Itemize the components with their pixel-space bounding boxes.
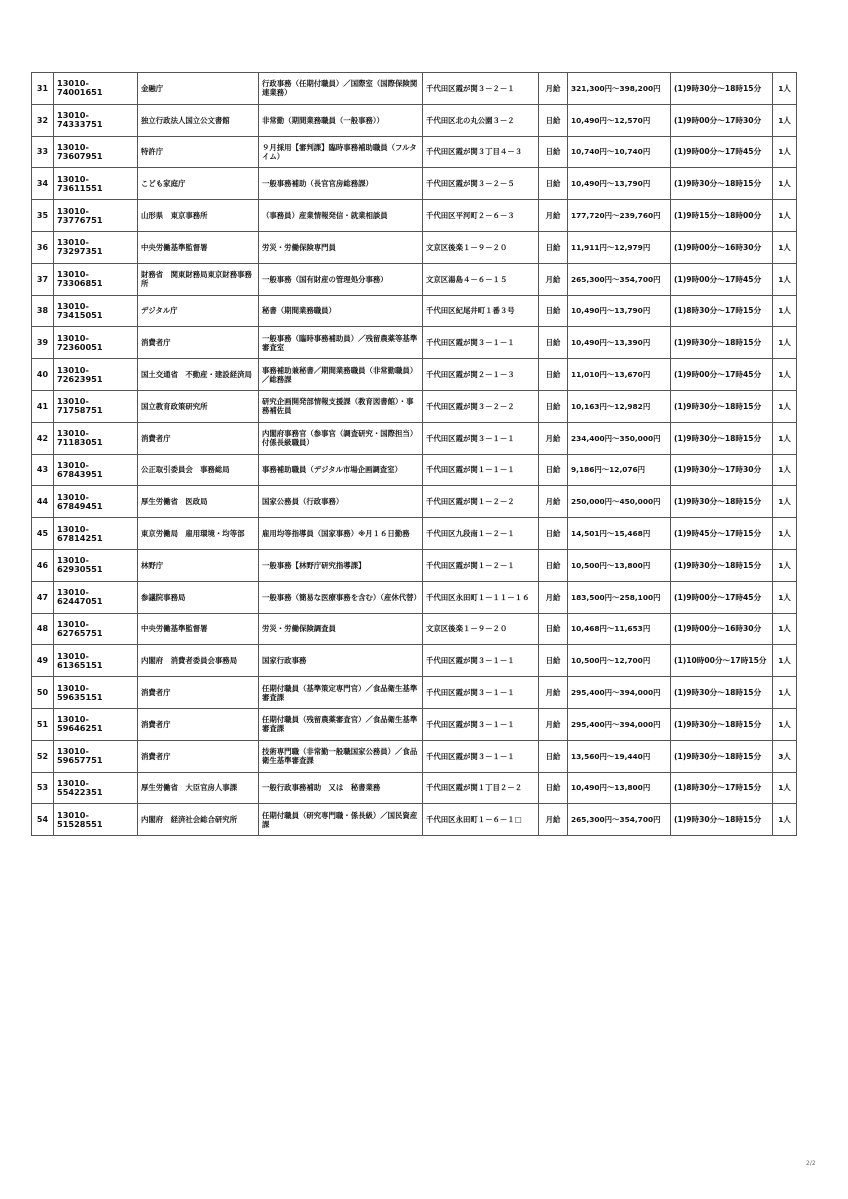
working-hours: (1)9時00分～17時45分 — [671, 581, 773, 613]
table-row — [32, 200, 797, 232]
pay-range: 10,740円～10,740円 — [568, 136, 671, 168]
working-hours: (1)9時30分～18時15分 — [671, 390, 773, 422]
agency-name: 消費者庁 — [138, 327, 259, 359]
agency-name: 消費者庁 — [138, 422, 259, 454]
job-title: 雇用均等指導員（国家事務）※月１６日勤務 — [259, 518, 423, 550]
job-code: 13010-62765751 — [54, 613, 138, 645]
pay-type: 月給 — [539, 73, 568, 105]
pay-type: 月給 — [539, 422, 568, 454]
table-row — [32, 613, 797, 645]
job-title: 国家公務員（行政事務） — [259, 486, 423, 518]
work-location: 千代田区九段南１－２－１ — [423, 518, 539, 550]
job-title: 労災・労働保険調査員 — [259, 613, 423, 645]
agency-name: 消費者庁 — [138, 740, 259, 772]
job-code: 13010-73415051 — [54, 295, 138, 327]
pay-type: 月給 — [539, 677, 568, 709]
pay-range: 13,560円～19,440円 — [568, 740, 671, 772]
job-title: 一般事務（臨時事務補助員）／残留農薬等基準審査室 — [259, 327, 423, 359]
pay-type: 日給 — [539, 454, 568, 486]
pay-type: 日給 — [539, 136, 568, 168]
headcount: 1人 — [773, 263, 797, 295]
working-hours: (1)8時30分～17時15分 — [671, 295, 773, 327]
work-location: 千代田区永田町１－１１－１６ — [423, 581, 539, 613]
job-code: 13010-67849451 — [54, 486, 138, 518]
work-location: 千代田区霞が関３－２－１ — [423, 73, 539, 105]
job-title: 一般事務【林野庁研究指導課】 — [259, 549, 423, 581]
row-number: 37 — [32, 263, 54, 295]
job-title: 任期付職員（残留農薬審査官）／食品衛生基準審査課 — [259, 708, 423, 740]
job-code: 13010-61365151 — [54, 645, 138, 677]
job-title: 行政事務（任期付職員）／国際室（国際保険関連業務） — [259, 73, 423, 105]
agency-name: 国立教育政策研究所 — [138, 390, 259, 422]
table-row — [32, 804, 797, 836]
headcount: 1人 — [773, 359, 797, 391]
job-title: 事務補助兼秘書／期間業務職員（非常勤職員）／総務課 — [259, 359, 423, 391]
work-location: 千代田区霞が関３丁目４－３ — [423, 136, 539, 168]
headcount: 1人 — [773, 295, 797, 327]
pay-range: 265,300円～354,700円 — [568, 263, 671, 295]
work-location: 千代田区霞が関１－２－２ — [423, 486, 539, 518]
job-title: 秘書（期間業務職員） — [259, 295, 423, 327]
row-number: 46 — [32, 549, 54, 581]
table-row — [32, 740, 797, 772]
agency-name: 国土交通省 不動産・建設経済局 — [138, 359, 259, 391]
work-location: 千代田区霞が関３－２－２ — [423, 390, 539, 422]
headcount: 1人 — [773, 518, 797, 550]
pay-range: 10,500円～13,800円 — [568, 549, 671, 581]
job-code: 13010-73297351 — [54, 231, 138, 263]
table-row — [32, 422, 797, 454]
work-location: 千代田区霞が関３－１－１ — [423, 677, 539, 709]
agency-name: 金融庁 — [138, 73, 259, 105]
work-location: 文京区後楽１－９－２０ — [423, 231, 539, 263]
headcount: 1人 — [773, 104, 797, 136]
headcount: 1人 — [773, 549, 797, 581]
row-number: 49 — [32, 645, 54, 677]
agency-name: 東京労働局 雇用環境・均等部 — [138, 518, 259, 550]
pay-range: 234,400円～350,000円 — [568, 422, 671, 454]
work-location: 千代田区霞が関３－１－１ — [423, 740, 539, 772]
pay-range: 9,186円～12,076円 — [568, 454, 671, 486]
work-location: 千代田区霞が関２－１－３ — [423, 359, 539, 391]
table-row — [32, 359, 797, 391]
pay-type: 月給 — [539, 200, 568, 232]
pay-type: 日給 — [539, 104, 568, 136]
row-number: 40 — [32, 359, 54, 391]
job-code: 13010-59657751 — [54, 740, 138, 772]
pay-type: 日給 — [539, 772, 568, 804]
work-location: 千代田区霞が関３－１－１ — [423, 327, 539, 359]
headcount: 1人 — [773, 200, 797, 232]
job-title: 任期付職員（基準策定専門官）／食品衛生基準審査課 — [259, 677, 423, 709]
agency-name: 内閣府 消費者委員会事務局 — [138, 645, 259, 677]
agency-name: 中央労働基準監督署 — [138, 231, 259, 263]
work-location: 千代田区霞が関３－２－５ — [423, 168, 539, 200]
pay-range: 10,490円～13,800円 — [568, 772, 671, 804]
working-hours: (1)9時00分～17時45分 — [671, 359, 773, 391]
table-row — [32, 581, 797, 613]
pay-type: 日給 — [539, 518, 568, 550]
table-row — [32, 168, 797, 200]
pay-range: 11,911円～12,979円 — [568, 231, 671, 263]
job-title: （事務員）産業情報発信・就業相談員 — [259, 200, 423, 232]
job-code: 13010-55422351 — [54, 772, 138, 804]
agency-name: 厚生労働省 医政局 — [138, 486, 259, 518]
pay-range: 295,400円～394,000円 — [568, 677, 671, 709]
pay-type: 日給 — [539, 168, 568, 200]
working-hours: (1)9時30分～18時15分 — [671, 73, 773, 105]
pay-range: 10,500円～12,700円 — [568, 645, 671, 677]
row-number: 39 — [32, 327, 54, 359]
work-location: 千代田区北の丸公園３－２ — [423, 104, 539, 136]
job-code: 13010-73306851 — [54, 263, 138, 295]
pay-range: 10,490円～13,790円 — [568, 168, 671, 200]
job-title: 国家行政事務 — [259, 645, 423, 677]
pay-type: 月給 — [539, 708, 568, 740]
job-code: 13010-71758751 — [54, 390, 138, 422]
row-number: 38 — [32, 295, 54, 327]
row-number: 47 — [32, 581, 54, 613]
work-location: 千代田区霞が関３－１－１ — [423, 422, 539, 454]
row-number: 43 — [32, 454, 54, 486]
row-number: 51 — [32, 708, 54, 740]
pay-type: 月給 — [539, 263, 568, 295]
working-hours: (1)9時30分～18時15分 — [671, 486, 773, 518]
headcount: 1人 — [773, 677, 797, 709]
agency-name: 消費者庁 — [138, 708, 259, 740]
row-number: 34 — [32, 168, 54, 200]
work-location: 千代田区紀尾井町１番３号 — [423, 295, 539, 327]
headcount: 3人 — [773, 740, 797, 772]
row-number: 32 — [32, 104, 54, 136]
work-location: 千代田区霞が関１－２－１ — [423, 549, 539, 581]
table-row — [32, 136, 797, 168]
pay-type: 日給 — [539, 645, 568, 677]
job-code: 13010-67814251 — [54, 518, 138, 550]
working-hours: (1)9時30分～18時15分 — [671, 677, 773, 709]
row-number: 45 — [32, 518, 54, 550]
agency-name: 独立行政法人国立公文書館 — [138, 104, 259, 136]
table-row — [32, 708, 797, 740]
working-hours: (1)9時30分～18時15分 — [671, 327, 773, 359]
job-code: 13010-59635151 — [54, 677, 138, 709]
job-title: 労災・労働保険専門員 — [259, 231, 423, 263]
work-location: 千代田区霞が関３－１－１ — [423, 645, 539, 677]
headcount: 1人 — [773, 581, 797, 613]
job-code: 13010-74333751 — [54, 104, 138, 136]
working-hours: (1)8時30分～17時15分 — [671, 772, 773, 804]
pay-type: 日給 — [539, 390, 568, 422]
work-location: 文京区湯島４－６－１５ — [423, 263, 539, 295]
working-hours: (1)9時00分～16時30分 — [671, 231, 773, 263]
job-code: 13010-73611551 — [54, 168, 138, 200]
pay-range: 265,300円～354,700円 — [568, 804, 671, 836]
pay-range: 177,720円～239,760円 — [568, 200, 671, 232]
job-code: 13010-73607951 — [54, 136, 138, 168]
working-hours: (1)9時30分～18時15分 — [671, 740, 773, 772]
job-code: 13010-73776751 — [54, 200, 138, 232]
job-code: 13010-62447051 — [54, 581, 138, 613]
pay-range: 183,500円～258,100円 — [568, 581, 671, 613]
row-number: 42 — [32, 422, 54, 454]
pay-range: 11,010円～13,670円 — [568, 359, 671, 391]
working-hours: (1)9時30分～18時15分 — [671, 804, 773, 836]
pay-type: 日給 — [539, 231, 568, 263]
agency-name: 財務省 関東財務局東京財務事務所 — [138, 263, 259, 295]
working-hours: (1)9時30分～18時15分 — [671, 422, 773, 454]
working-hours: (1)9時00分～17時45分 — [671, 136, 773, 168]
headcount: 1人 — [773, 422, 797, 454]
table-row — [32, 295, 797, 327]
agency-name: 林野庁 — [138, 549, 259, 581]
job-code: 13010-67843951 — [54, 454, 138, 486]
row-number: 33 — [32, 136, 54, 168]
agency-name: 消費者庁 — [138, 677, 259, 709]
page-number: 2/2 — [806, 1160, 816, 1167]
headcount: 1人 — [773, 73, 797, 105]
job-title: 非常勤（期間業務職員（一般事務）） — [259, 104, 423, 136]
headcount: 1人 — [773, 804, 797, 836]
row-number: 44 — [32, 486, 54, 518]
headcount: 1人 — [773, 136, 797, 168]
table-row — [32, 549, 797, 581]
agency-name: こども家庭庁 — [138, 168, 259, 200]
working-hours: (1)9時00分～16時30分 — [671, 613, 773, 645]
headcount: 1人 — [773, 645, 797, 677]
row-number: 53 — [32, 772, 54, 804]
row-number: 50 — [32, 677, 54, 709]
job-title: 任期付職員（研究専門職・係長級）／国民資産課 — [259, 804, 423, 836]
job-title: 研究企画開発部情報支援課（教育図書館）・事務補佐員 — [259, 390, 423, 422]
pay-type: 日給 — [539, 549, 568, 581]
job-title: ９月採用【審判課】臨時事務補助職員（フルタイム） — [259, 136, 423, 168]
headcount: 1人 — [773, 327, 797, 359]
pay-range: 10,490円～13,390円 — [568, 327, 671, 359]
job-title: 一般事務（簡易な医療事務を含む）（産休代替） — [259, 581, 423, 613]
pay-type: 日給 — [539, 740, 568, 772]
table-row — [32, 486, 797, 518]
job-title: 一般事務（国有財産の管理処分事務） — [259, 263, 423, 295]
headcount: 1人 — [773, 708, 797, 740]
table-row — [32, 454, 797, 486]
headcount: 1人 — [773, 772, 797, 804]
pay-type: 月給 — [539, 581, 568, 613]
working-hours: (1)9時30分～18時15分 — [671, 708, 773, 740]
row-number: 31 — [32, 73, 54, 105]
table-row — [32, 263, 797, 295]
table-row — [32, 231, 797, 263]
table-row — [32, 772, 797, 804]
headcount: 1人 — [773, 454, 797, 486]
pay-range: 14,501円～15,468円 — [568, 518, 671, 550]
work-location: 文京区後楽１－９－２０ — [423, 613, 539, 645]
headcount: 1人 — [773, 390, 797, 422]
row-number: 36 — [32, 231, 54, 263]
table-row — [32, 645, 797, 677]
working-hours: (1)9時45分～17時15分 — [671, 518, 773, 550]
agency-name: 参議院事務局 — [138, 581, 259, 613]
working-hours: (1)9時30分～18時15分 — [671, 549, 773, 581]
table-row — [32, 73, 797, 105]
job-code: 13010-74001651 — [54, 73, 138, 105]
job-code: 13010-51528551 — [54, 804, 138, 836]
job-code: 13010-72623951 — [54, 359, 138, 391]
row-number: 35 — [32, 200, 54, 232]
job-code: 13010-59646251 — [54, 708, 138, 740]
headcount: 1人 — [773, 486, 797, 518]
agency-name: 公正取引委員会 事務総局 — [138, 454, 259, 486]
row-number: 52 — [32, 740, 54, 772]
working-hours: (1)9時30分～18時15分 — [671, 168, 773, 200]
table-row — [32, 677, 797, 709]
working-hours: (1)9時00分～17時45分 — [671, 263, 773, 295]
pay-range: 295,400円～394,000円 — [568, 708, 671, 740]
headcount: 1人 — [773, 168, 797, 200]
table-body — [32, 73, 797, 836]
job-code: 13010-62930551 — [54, 549, 138, 581]
pay-type: 日給 — [539, 613, 568, 645]
agency-name: デジタル庁 — [138, 295, 259, 327]
working-hours: (1)9時00分～17時30分 — [671, 104, 773, 136]
work-location: 千代田区永田町１－６－１□ — [423, 804, 539, 836]
table-row — [32, 390, 797, 422]
pay-type: 月給 — [539, 804, 568, 836]
working-hours: (1)9時15分～18時00分 — [671, 200, 773, 232]
job-title: 内閣府事務官（参事官（調査研究・国際担当）付係長級職員） — [259, 422, 423, 454]
working-hours: (1)9時30分～17時30分 — [671, 454, 773, 486]
agency-name: 特許庁 — [138, 136, 259, 168]
work-location: 千代田区霞が関３－１－１ — [423, 708, 539, 740]
headcount: 1人 — [773, 613, 797, 645]
pay-type: 月給 — [539, 486, 568, 518]
agency-name: 山形県 東京事務所 — [138, 200, 259, 232]
agency-name: 厚生労働省 大臣官房人事課 — [138, 772, 259, 804]
job-code: 13010-71183051 — [54, 422, 138, 454]
row-number: 54 — [32, 804, 54, 836]
pay-type: 日給 — [539, 327, 568, 359]
job-code: 13010-72360051 — [54, 327, 138, 359]
pay-type: 日給 — [539, 295, 568, 327]
work-location: 千代田区霞が関１丁目２－２ — [423, 772, 539, 804]
job-title: 一般行政事務補助 又は 秘書業務 — [259, 772, 423, 804]
row-number: 48 — [32, 613, 54, 645]
pay-range: 250,000円～450,000円 — [568, 486, 671, 518]
work-location: 千代田区平河町２－６－３ — [423, 200, 539, 232]
pay-range: 10,490円～12,570円 — [568, 104, 671, 136]
pay-type: 日給 — [539, 359, 568, 391]
pay-range: 10,163円～12,982円 — [568, 390, 671, 422]
work-location: 千代田区霞が関１－１－１ — [423, 454, 539, 486]
table-row — [32, 518, 797, 550]
working-hours: (1)10時00分～17時15分 — [671, 645, 773, 677]
row-number: 41 — [32, 390, 54, 422]
headcount: 1人 — [773, 231, 797, 263]
pay-range: 321,300円～398,200円 — [568, 73, 671, 105]
job-title: 技術専門職（非常勤一般職国家公務員）／食品衛生基準審査課 — [259, 740, 423, 772]
pay-range: 10,490円～13,790円 — [568, 295, 671, 327]
job-title: 事務補助職員（デジタル市場企画調査室） — [259, 454, 423, 486]
agency-name: 内閣府 経済社会総合研究所 — [138, 804, 259, 836]
job-listing-table — [31, 72, 797, 836]
agency-name: 中央労働基準監督署 — [138, 613, 259, 645]
table-row — [32, 327, 797, 359]
table-row — [32, 104, 797, 136]
job-title: 一般事務補助（長官官房総務課） — [259, 168, 423, 200]
pay-range: 10,468円～11,653円 — [568, 613, 671, 645]
